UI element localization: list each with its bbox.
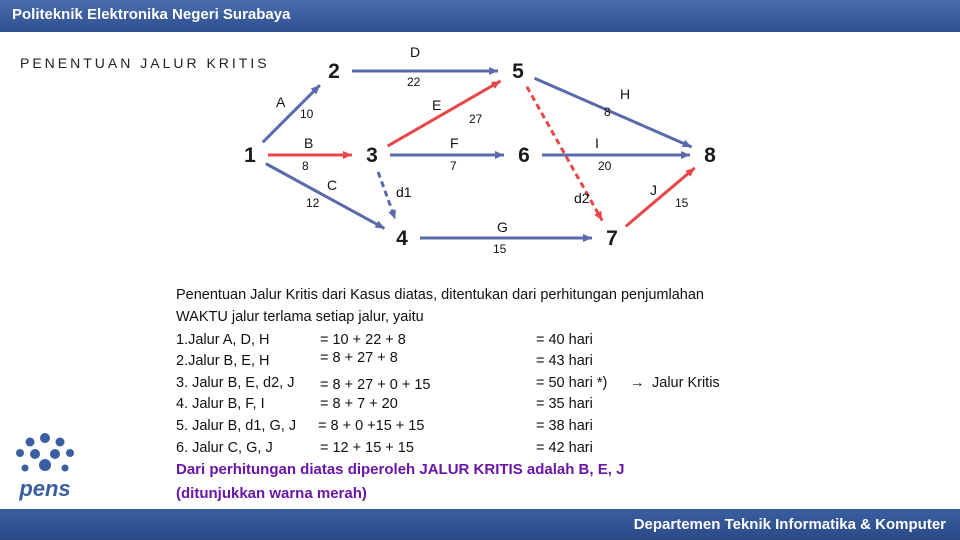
event-node-5 bbox=[500, 53, 536, 89]
department-name: Departemen Teknik Informatika & Komputer bbox=[633, 516, 946, 533]
activity-duration-B: 8 bbox=[302, 159, 309, 173]
footer-bar bbox=[0, 509, 960, 540]
event-node-6 bbox=[506, 137, 542, 173]
activity-name-E: E bbox=[432, 97, 442, 113]
activity-duration-J: 15 bbox=[675, 196, 689, 210]
institution-name: Politeknik Elektronika Negeri Surabaya bbox=[12, 6, 291, 23]
path-label: 3. Jalur B, E, d2, J bbox=[176, 375, 295, 391]
arrow-right-icon: → bbox=[630, 375, 645, 391]
path-formula: = 8 + 27 + 8 bbox=[320, 350, 398, 366]
critical-path-note: Jalur Kritis bbox=[652, 375, 720, 391]
slide-title: PENENTUAN JALUR KRITIS bbox=[20, 55, 270, 71]
activity-arrow-C bbox=[266, 164, 385, 229]
path-label: 6. Jalur C, G, J bbox=[176, 440, 273, 456]
event-node-2 bbox=[316, 53, 352, 89]
activity-duration-A: 10 bbox=[300, 107, 314, 121]
activity-duration-H: 8 bbox=[604, 105, 611, 119]
event-node-label: 8 bbox=[704, 144, 716, 167]
activity-duration-F: 7 bbox=[450, 159, 457, 173]
intro-line-2: WAKTU jalur terlama setiap jalur, yaitu bbox=[176, 309, 424, 325]
activity-arrow-E bbox=[388, 81, 501, 146]
activity-name-D: D bbox=[410, 44, 421, 60]
event-node-label: 4 bbox=[396, 227, 408, 250]
activity-name-I: I bbox=[595, 135, 599, 151]
activity-name-G: G bbox=[497, 219, 508, 235]
event-node-8 bbox=[692, 137, 728, 173]
pens-logo-icon bbox=[10, 428, 80, 504]
activity-duration-I: 20 bbox=[598, 159, 612, 173]
event-node-3 bbox=[354, 137, 390, 173]
event-node-7 bbox=[594, 220, 630, 256]
activity-duration-C: 12 bbox=[306, 196, 320, 210]
event-node-label: 2 bbox=[328, 60, 340, 83]
path-formula: = 12 + 15 + 15 bbox=[320, 440, 414, 456]
event-node-4 bbox=[384, 220, 420, 256]
conclusion-line-1: Dari perhitungan diatas diperoleh JALUR KRITIS adalah B, E, J bbox=[176, 461, 625, 478]
activity-name-d1: d1 bbox=[396, 184, 412, 200]
svg-text:pens: pens bbox=[19, 476, 71, 501]
path-formula: = 8 + 27 + 0 + 15 bbox=[320, 377, 431, 393]
path-result: = 50 hari *) bbox=[536, 375, 608, 391]
activity-name-F: F bbox=[450, 135, 459, 151]
path-result: = 42 hari bbox=[536, 440, 593, 456]
activity-duration-D: 22 bbox=[407, 75, 421, 89]
event-node-label: 1 bbox=[244, 144, 256, 167]
event-node-label: 7 bbox=[606, 227, 618, 250]
path-result: = 38 hari bbox=[536, 418, 593, 434]
activity-name-H: H bbox=[620, 86, 631, 102]
path-result: = 40 hari bbox=[536, 332, 593, 348]
activity-name-J: J bbox=[650, 182, 657, 198]
activity-name-d2: d2 bbox=[574, 190, 590, 206]
event-node-label: 3 bbox=[366, 144, 378, 167]
path-label: 5. Jalur B, d1, G, J bbox=[176, 418, 297, 434]
activity-arrow-d1 bbox=[378, 172, 395, 219]
event-node-label: 6 bbox=[518, 144, 530, 167]
activity-duration-G: 15 bbox=[493, 242, 507, 256]
path-formula: = 8 + 0 +15 + 15 bbox=[318, 418, 425, 434]
path-formula: = 10 + 22 + 8 bbox=[320, 332, 406, 348]
event-node-label: 5 bbox=[512, 60, 524, 83]
path-result: = 43 hari bbox=[536, 353, 593, 369]
path-label: 4. Jalur B, F, I bbox=[176, 396, 265, 412]
path-formula: = 8 + 7 + 20 bbox=[320, 396, 398, 412]
activity-name-B: B bbox=[304, 135, 314, 151]
path-result: = 35 hari bbox=[536, 396, 593, 412]
activity-duration-E: 27 bbox=[469, 112, 483, 126]
conclusion-line-2: (ditunjukkan warna merah) bbox=[176, 485, 367, 502]
path-label: 1.Jalur A, D, H bbox=[176, 332, 270, 348]
intro-line-1: Penentuan Jalur Kritis dari Kasus diatas, ditentukan dari perhitungan penjumlahan bbox=[176, 287, 704, 303]
path-label: 2.Jalur B, E, H bbox=[176, 353, 270, 369]
event-node-1 bbox=[232, 137, 268, 173]
activity-name-A: A bbox=[276, 94, 286, 110]
activity-arrow-H bbox=[534, 78, 691, 147]
activity-name-C: C bbox=[327, 177, 338, 193]
